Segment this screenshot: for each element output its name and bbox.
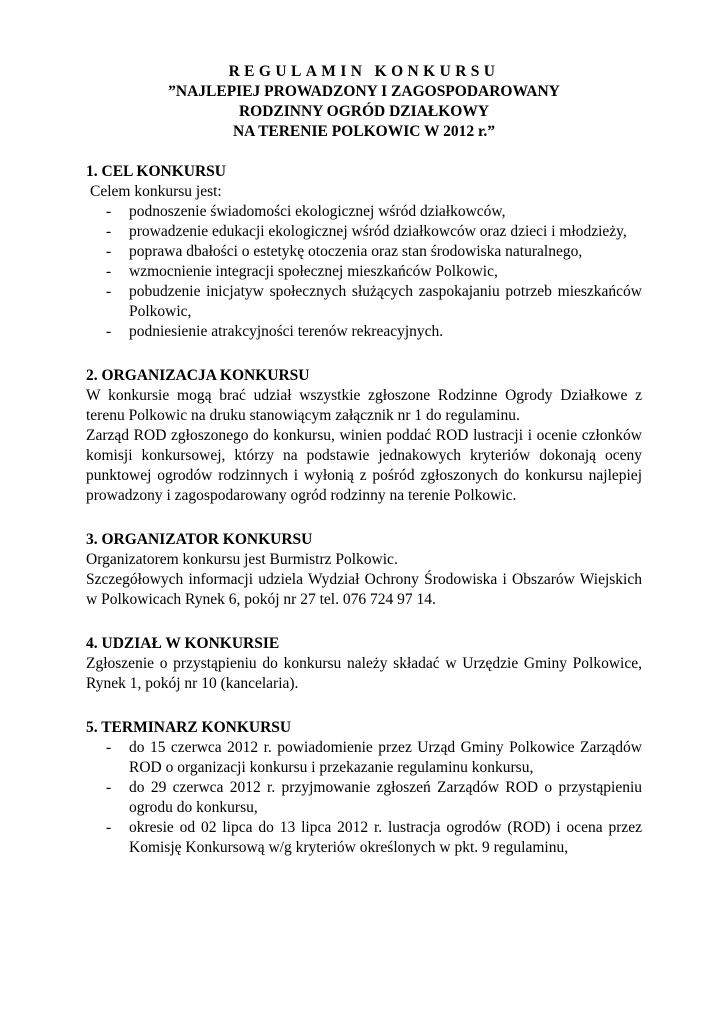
paragraph: Szczegółowych informacji udziela Wydział Ochrony Środowiska i Obszarów Wiejskich w Polkowicach Rynek 6, pokój nr 27 tel. 076 724 97 14. [86,571,642,608]
list-item: - okresie od 02 lipca do 13 lipca 2012 r. lustracja ogrodów (ROD) i ocena przez Komisję Konkursową w/g kryteriów określonych w pkt. 9 regulaminu, [86,818,642,858]
section-heading: 2. ORGANIZACJA KONKURSU [86,367,310,384]
section-heading: 5. TERMINARZ KONKURSU [86,719,292,736]
document-page [86,62,642,858]
section-cel-konkursu [86,162,642,342]
paragraph: W konkursie mogą brać udział wszystkie zgłoszone Rodzinne Ogrody Działkowe z terenu Polkowic na druku stanowiącym załącznik nr 1 do regulaminu. [86,387,642,424]
section-organizacja-konkursu [86,366,642,506]
goal-list [86,202,642,342]
section-heading: 3. ORGANIZATOR KONKURSU [86,531,313,548]
paragraph: Zgłoszenie o przystąpieniu do konkursu należy składać w Urzędzie Gminy Polkowice, Rynek 1, pokój nr 10 (kancelaria). [86,655,642,692]
paragraph: Zarząd ROD zgłoszonego do konkursu, winien poddać ROD lustracji i ocenie członków komisji konkursowej, którzy na podstawie jednakowych kryteriów dokonają oceny punktowej ogrodów rodzinnych i wyłonią z pośród zgłoszonych do konkursu najlepiej prowadzony i zagospodarowany ogród rodzinny na terenie Polkowic. [86,427,642,504]
list-item: - podnoszenie świadomości ekologicznej wśród działkowców, [86,202,642,222]
section-heading: 1. CEL KONKURSU [86,163,226,180]
paragraph: Organizatorem konkursu jest Burmistrz Polkowic. [86,551,398,568]
list-item: - pobudzenie inicjatyw społecznych służących zaspokajaniu potrzeb mieszkańców Polkowic, [86,282,642,322]
schedule-list [86,738,642,858]
title-line-3: RODZINNY OGRÓD DZIAŁKOWY [238,103,490,120]
document-title [86,62,642,142]
list-item: - podniesienie atrakcyjności terenów rekreacyjnych. [86,322,642,342]
list-item: - do 29 czerwca 2012 r. przyjmowanie zgłoszeń Zarządów ROD o przystąpieniu ogrodu do konkursu, [86,778,642,818]
list-item: - poprawa dbałości o estetykę otoczenia oraz stan środowiska naturalnego, [86,242,642,262]
section-intro: Celem konkursu jest: [90,183,222,200]
title-line-4: NA TERENIE POLKOWIC W 2012 r.” [232,123,496,140]
section-heading: 4. UDZIAŁ W KONKURSIE [86,635,280,652]
list-item: - do 15 czerwca 2012 r. powiadomienie przez Urząd Gminy Polkowice Zarządów ROD o organizacji konkursu i przekazanie regulaminu konkursu, [86,738,642,778]
section-udzial-w-konkursie [86,634,642,694]
section-terminarz-konkursu [86,718,642,858]
title-line-1: REGULAMIN KONKURSU [228,63,500,80]
title-line-2: ”NAJLEPIEJ PROWADZONY I ZAGOSPODAROWANY [168,83,560,100]
section-organizator-konkursu [86,530,642,610]
list-item: - prowadzenie edukacji ekologicznej wśród działkowców oraz dzieci i młodzieży, [86,222,642,242]
list-item: - wzmocnienie integracji społecznej mieszkańców Polkowic, [86,262,642,282]
